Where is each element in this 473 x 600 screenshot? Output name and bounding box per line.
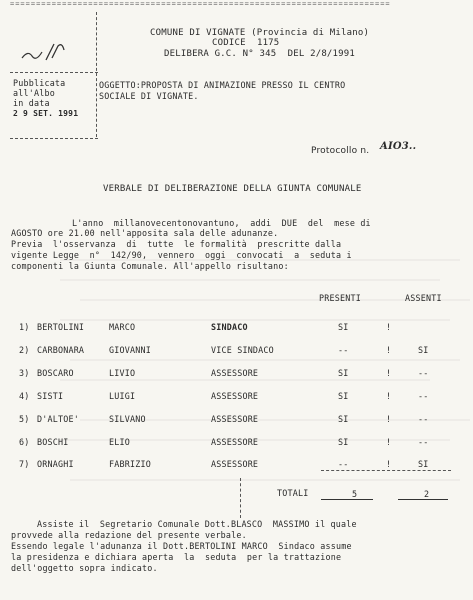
totals-vertical-rule bbox=[240, 478, 241, 518]
publication-line-3: in data bbox=[13, 98, 50, 108]
row-assente: -- bbox=[418, 391, 429, 401]
row-name: LUIGI bbox=[109, 391, 136, 401]
header-presenti: PRESENTI bbox=[319, 293, 361, 303]
row-separator: ! bbox=[386, 414, 392, 424]
closing-line-2: provvede alla redazione del presente verbale. bbox=[11, 530, 247, 540]
intro-line-1: L'anno millanovecentonovantuno, addi DUE del mese di bbox=[72, 218, 371, 228]
row-separator: ! bbox=[386, 368, 392, 378]
row-surname: BERTOLINI bbox=[37, 322, 85, 332]
row-surname: SISTI bbox=[37, 391, 64, 401]
closing-line-4: la presidenza e dichiara aperta la seduta per la trattazione bbox=[11, 552, 342, 562]
row-number: 6) bbox=[19, 437, 30, 447]
intro-line-4: vigente Legge n° 142/90, vennero oggi convocati a seduta i bbox=[11, 250, 352, 260]
row-surname: ORNAGHI bbox=[37, 459, 74, 469]
row-separator: ! bbox=[386, 437, 392, 447]
row-role: VICE SINDACO bbox=[211, 345, 274, 355]
row-presente: -- bbox=[338, 345, 349, 355]
row-surname: D'ALTOE' bbox=[37, 414, 79, 424]
row-surname: CARBONARA bbox=[37, 345, 85, 355]
row-name: FABRIZIO bbox=[109, 459, 151, 469]
row-role: SINDACO bbox=[211, 322, 248, 332]
row-name: ELIO bbox=[109, 437, 130, 447]
oggetto-line-2: SOCIALE DI VIGNATE. bbox=[99, 91, 199, 101]
signature-mark bbox=[18, 30, 78, 70]
row-separator: ! bbox=[386, 322, 392, 332]
row-number: 3) bbox=[19, 368, 30, 378]
delibera-number: DELIBERA G.C. N° 345 DEL 2/8/1991 bbox=[164, 49, 356, 59]
row-name: MARCO bbox=[109, 322, 136, 332]
row-separator: ! bbox=[386, 459, 392, 469]
row-role: ASSESSORE bbox=[211, 459, 259, 469]
row-role: ASSESSORE bbox=[211, 437, 259, 447]
row-number: 2) bbox=[19, 345, 30, 355]
row-surname: BOSCARO bbox=[37, 368, 74, 378]
totals-assenti-underline bbox=[398, 499, 448, 500]
row-number: 1) bbox=[19, 322, 30, 332]
header-mid-divider bbox=[10, 72, 98, 73]
totals-presenti: 5 bbox=[352, 489, 358, 499]
row-assente: -- bbox=[418, 368, 429, 378]
row-number: 5) bbox=[19, 414, 30, 424]
row-presente: SI bbox=[338, 368, 349, 378]
totals-assenti: 2 bbox=[424, 489, 430, 499]
row-assente: SI bbox=[418, 459, 429, 469]
header-bottom-divider bbox=[10, 138, 98, 139]
publication-date-stamp: 2 9 SET. 1991 bbox=[13, 109, 79, 118]
row-presente: SI bbox=[338, 322, 349, 332]
row-name: LIVIO bbox=[109, 368, 136, 378]
row-role: ASSESSORE bbox=[211, 414, 259, 424]
row-number: 7) bbox=[19, 459, 30, 469]
row-name: SILVANO bbox=[109, 414, 146, 424]
totals-label: TOTALI bbox=[277, 488, 309, 498]
oggetto-line-1: OGGETTO:PROPOSTA DI ANIMAZIONE PRESSO IL CENTRO bbox=[99, 80, 346, 90]
top-dashed-border: ========================================================================= bbox=[10, 0, 391, 8]
row-role: ASSESSORE bbox=[211, 368, 259, 378]
totals-top-rule bbox=[321, 470, 451, 471]
row-assente: -- bbox=[418, 414, 429, 424]
row-presente: SI bbox=[338, 437, 349, 447]
protocollo-label: Protocollo n. bbox=[311, 146, 370, 156]
protocollo-number: AIO3.. bbox=[380, 141, 417, 152]
row-role: ASSESSORE bbox=[211, 391, 259, 401]
row-assente: SI bbox=[418, 345, 429, 355]
codice-label: CODICE 1175 bbox=[212, 38, 280, 48]
intro-line-3: Previa l'osservanza di tutte le formalità prescritte dalla bbox=[11, 239, 342, 249]
publication-line-2: all'Albo bbox=[13, 88, 55, 98]
row-assente: -- bbox=[418, 437, 429, 447]
row-number: 4) bbox=[19, 391, 30, 401]
totals-presenti-underline bbox=[321, 499, 373, 500]
closing-line-3: Essendo legale l'adunanza il Dott.BERTOLINI MARCO Sindaco assume bbox=[11, 541, 352, 551]
header-left-divider bbox=[96, 12, 97, 137]
intro-line-2: AGOSTO ore 21.00 nell'apposita sala delle adunanze. bbox=[11, 228, 279, 238]
row-presente: -- bbox=[338, 459, 349, 469]
document-title: VERBALE DI DELIBERAZIONE DELLA GIUNTA COMUNALE bbox=[103, 184, 362, 194]
row-presente: SI bbox=[338, 414, 349, 424]
row-separator: ! bbox=[386, 391, 392, 401]
header-assenti: ASSENTI bbox=[405, 293, 442, 303]
row-name: GIOVANNI bbox=[109, 345, 151, 355]
closing-line-1: Assiste il Segretario Comunale Dott.BLASCO MASSIMO il quale bbox=[37, 519, 357, 529]
row-separator: ! bbox=[386, 345, 392, 355]
intro-line-5: componenti la Giunta Comunale. All'appello risultano: bbox=[11, 261, 289, 271]
row-surname: BOSCHI bbox=[37, 437, 69, 447]
publication-line-1: Pubblicata bbox=[13, 78, 66, 88]
row-presente: SI bbox=[338, 391, 349, 401]
closing-line-5: dell'oggetto sopra indicato. bbox=[11, 563, 158, 573]
comune-title: COMUNE DI VIGNATE (Provincia di Milano) bbox=[150, 28, 370, 38]
